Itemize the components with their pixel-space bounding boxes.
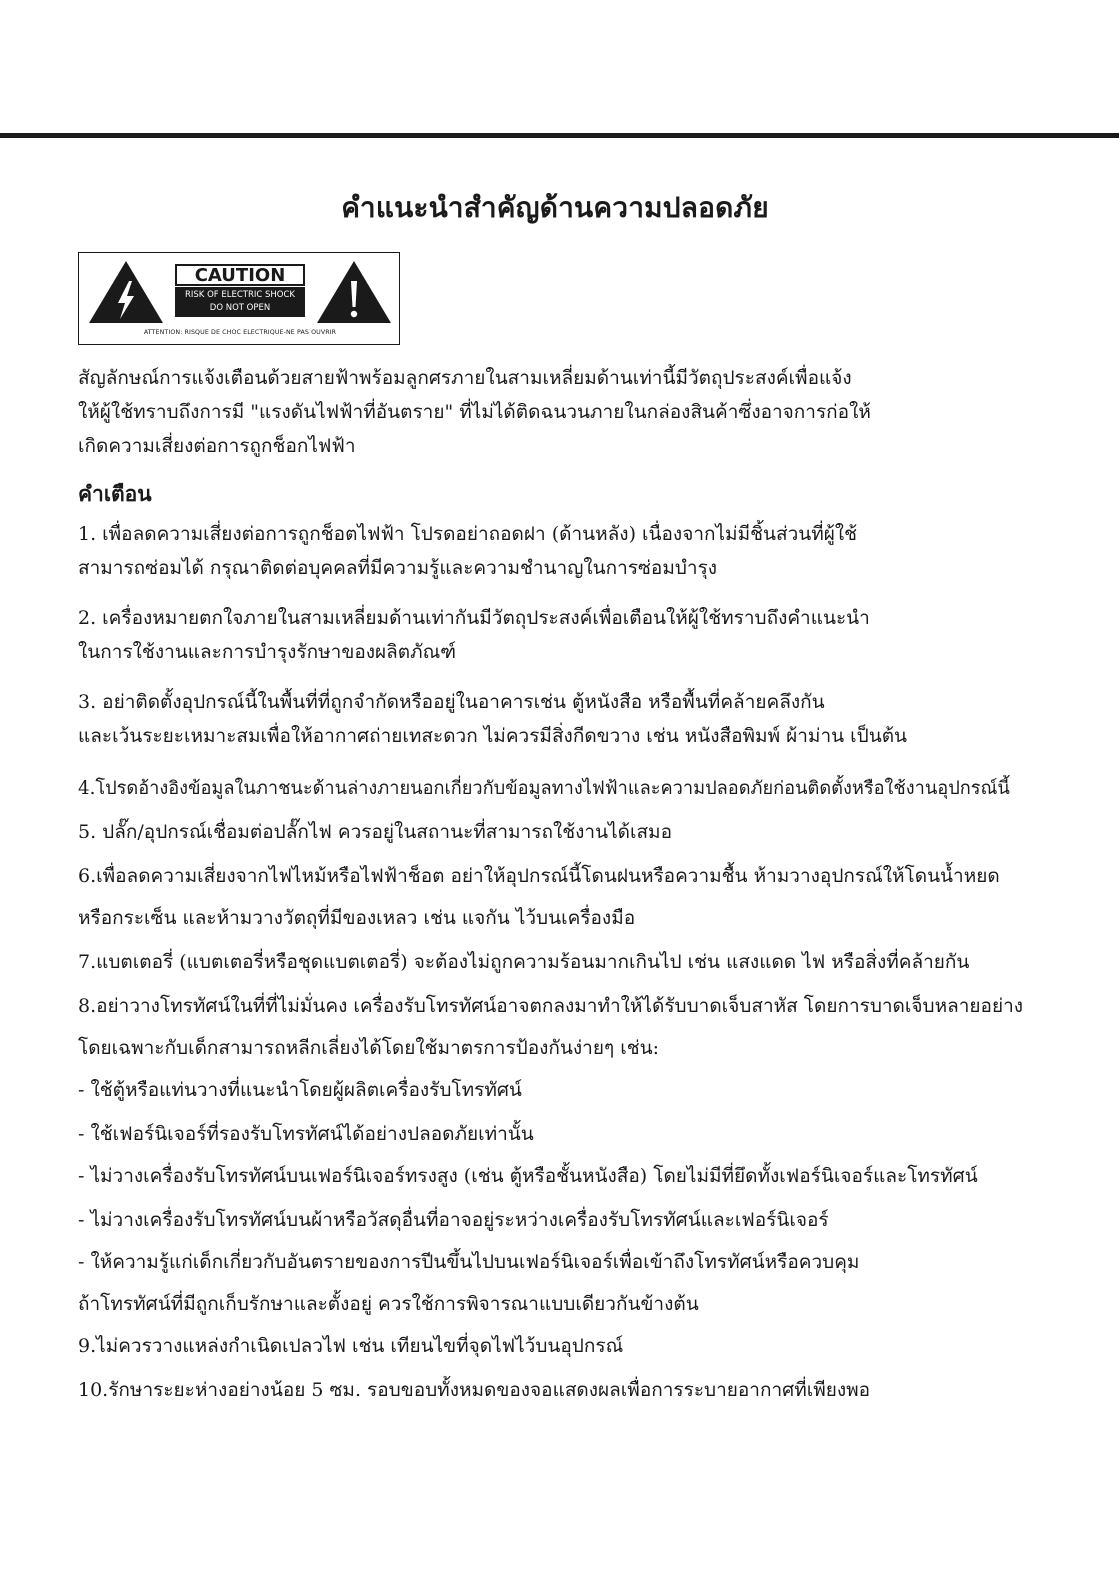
warning-line: - ไม่วางเครื่องรับโทรทัศน์บนเฟอร์นิเจอร์ทรงสูง (เช่น ตู้หรือชั้นหนังสือ) โดยไม่มีที่ยึดทั้งเฟอร์นิเจอร์และโทรทัศน์	[78, 1165, 978, 1187]
intro-line: เกิดความเสี่ยงต่อการถูกช็อกไฟฟ้า	[78, 435, 356, 457]
warning-line: ถ้าโทรทัศน์ที่มีถูกเก็บรักษาและตั้งอยู่ ควรใช้การพิจารณาแบบเดียวกันข้างต้น	[78, 1293, 699, 1315]
warning-line: - ใช้ตู้หรือแท่นวางที่แนะนำโดยผู้ผลิตเครื่องรับโทรทัศน์	[78, 1079, 522, 1101]
caution-attention: ATTENTION: RISQUE DE CHOC ELECTRIQUE-NE PAS OUVRIR	[143, 329, 337, 336]
caution-label	[78, 252, 400, 345]
caution-subtext	[175, 287, 305, 317]
warning-line: - ไม่วางเครื่องรับโทรทัศน์บนผ้าหรือวัสดุอื่นที่อาจอยู่ระหว่างเครื่องรับโทรทัศน์และเฟอร์นิเจอร์	[78, 1209, 829, 1231]
warning-line: 10.รักษาระยะห่างอย่างน้อย 5 ซม. รอบขอบทั้งหมดของจอแสดงผลเพื่อการระบายอากาศที่เพียงพอ	[78, 1379, 871, 1401]
warning-line: 4.โปรดอ้างอิงข้อมูลในภาชนะด้านล่างภายนอกเกี่ยวกับข้อมูลทางไฟฟ้าและความปลอดภัยก่อนติดตั้งหรือใช้งานอุปกรณ์นี้	[78, 778, 1010, 799]
caution-line-1: RISK OF ELECTRIC SHOCK	[184, 290, 295, 300]
warning-line: 2. เครื่องหมายตกใจภายในสามเหลี่ยมด้านเท่ากันมีวัตถุประสงค์เพื่อเตือนให้ผู้ใช้ทราบถึงคำแนะนำ	[78, 607, 870, 629]
warning-line: 1. เพื่อลดความเสี่ยงต่อการถูกช็อตไฟฟ้า โปรดอย่าถอดฝา (ด้านหลัง) เนื่องจากไม่มีชิ้นส่วนที่ผู้ใช้	[78, 523, 858, 545]
exclamation-warning-icon	[315, 259, 393, 325]
warning-line: หรือกระเซ็น และห้ามวางวัตถุที่มีของเหลว เช่น แจกัน ไว้บนเครื่องมือ	[78, 907, 636, 929]
caution-line-2: DO NOT OPEN	[209, 303, 271, 313]
warning-line: 7.แบตเตอรี่ (แบตเตอรี่หรือชุดแบตเตอรี่) จะต้องไม่ถูกความร้อนมากเกินไป เช่น แสงแดด ไฟ หรือสิ่งที่คล้ายกัน	[78, 951, 970, 973]
warning-line: 5. ปลั๊ก/อุปกรณ์เชื่อมต่อปลั๊กไฟ ควรอยู่ในสถานะที่สามารถใช้งานได้เสมอ	[78, 821, 672, 843]
page-title: คำแนะนำสำคัญด้านความปลอดภัย	[341, 191, 769, 224]
warning-line: โดยเฉพาะกับเด็กสามารถหลีกเลี่ยงได้โดยใช้มาตรการป้องกันง่ายๆ เช่น:	[78, 1037, 660, 1059]
warning-line: และเว้นระยะเหมาะสมเพื่อให้อากาศถ่ายเทสะดวก ไม่ควรมีสิ่งกีดขวาง เช่น หนังสือพิมพ์ ผ้าม่าน เป็นต้น	[78, 725, 908, 747]
warning-line: 3. อย่าติดตั้งอุปกรณ์นี้ในพื้นที่ที่ถูกจำกัดหรืออยู่ในอาคารเช่น ตู้หนังสือ หรือพื้นที่คล้ายคลึงกัน	[78, 691, 825, 713]
intro-line: ให้ผู้ใช้ทราบถึงการมี "แรงดันไฟฟ้าที่อันตราย" ที่ไม่ได้ติดฉนวนภายในกล่องสินค้าซึ่งอาจการก่อให้	[78, 401, 871, 423]
warning-line: 9.ไม่ควรวางแหล่งกำเนิดเปลวไฟ เช่น เทียนไขที่จุดไฟไว้บนอุปกรณ์	[78, 1335, 624, 1357]
warning-line: ในการใช้งานและการบำรุงรักษาของผลิตภัณฑ์	[78, 641, 457, 663]
warning-line: 8.อย่าวางโทรทัศน์ในที่ที่ไม่มั่นคง เครื่องรับโทรทัศน์อาจตกลงมาทำให้ได้รับบาดเจ็บสาหัส โดยการบาดเจ็บหลายอย่าง	[78, 995, 1024, 1017]
warning-line: สามารถซ่อมได้ กรุณาติดต่อบุคคลที่มีความรู้และความชำนาญในการซ่อมบำรุง	[78, 557, 718, 579]
warning-line: 6.เพื่อลดความเสี่ยงจากไฟไหม้หรือไฟฟ้าช็อต อย่าให้อุปกรณ์นี้โดนฝนหรือความชื้น ห้ามวางอุปกรณ์ให้โดนน้ำหยด	[78, 865, 1000, 887]
warning-line: - ให้ความรู้แก่เด็กเกี่ยวกับอันตรายของการปีนขึ้นไปบนเฟอร์นิเจอร์เพื่อเข้าถึงโทรทัศน์หรือควบคุม	[78, 1251, 860, 1273]
lightning-warning-icon	[87, 259, 165, 325]
warning-heading: คำเตือน	[78, 481, 152, 506]
top-rule	[0, 133, 1119, 138]
intro-line: สัญลักษณ์การแจ้งเตือนด้วยสายฟ้าพร้อมลูกศรภายในสามเหลี่ยมด้านเท่านี้มีวัตถุประสงค์เพื่อแจ้ง	[78, 367, 852, 389]
warning-line: - ใช้เฟอร์นิเจอร์ที่รองรับโทรทัศน์ได้อย่างปลอดภัยเท่านั้น	[78, 1123, 534, 1145]
caution-title: CAUTION	[175, 264, 305, 286]
